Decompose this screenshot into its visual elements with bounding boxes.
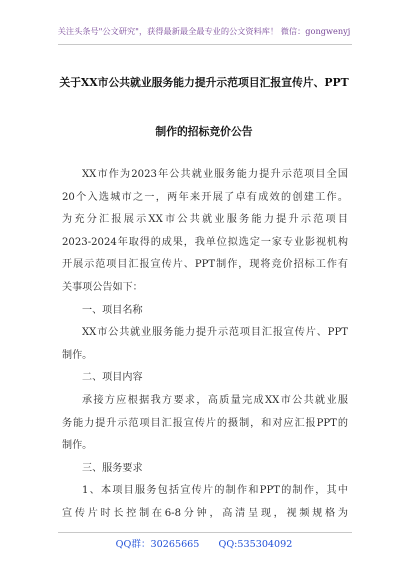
document-title-line-2: 制作的招标竞价公告 <box>155 125 253 138</box>
body-line: 宣传片时长控制在6-8分钟，高清呈现，视频规格为 <box>62 507 348 519</box>
section-heading: 二、项目内容 <box>82 372 143 384</box>
document-title-line-1: 关于XX市公共就业服务能力提升示范项目汇报宣传片、PPT <box>59 76 349 89</box>
body-line: 务能力提升示范项目汇报宣传片的摄制，和对应汇报PPT的 <box>62 417 348 429</box>
qq-contact-link[interactable]: QQ:535304092 <box>218 539 293 550</box>
section-heading: 一、项目名称 <box>82 304 143 316</box>
body-line: 开展示范项目汇报宣传片、PPT制作，现将竞价招标工作有 <box>62 259 348 271</box>
document-body <box>62 164 348 526</box>
body-line: 承接方应根据我方要求，高质量完成XX市公共就业服 <box>82 394 348 406</box>
body-line: 20个入选城市之一，两年来开展了卓有成效的创建工作。 <box>62 191 348 203</box>
body-line: 1、本项目服务包括宣传片的制作和PPT的制作，其中 <box>82 485 348 497</box>
qq-group-link[interactable]: QQ群：30265665 <box>115 539 200 550</box>
body-line: 制作。 <box>62 440 93 452</box>
header-note: 关注头条号"公文研究"，获得最新最全最专业的公文资料库！ 微信：gongwenyj <box>57 26 351 36</box>
header-divider <box>58 44 352 45</box>
body-line: 关事项公告如下： <box>62 281 143 293</box>
body-line: 制作。 <box>62 349 93 361</box>
body-line: 为充分汇报展示XX市公共就业服务能力提升示范项目 <box>62 214 348 226</box>
body-line: XX市公共就业服务能力提升示范项目汇报宣传片、PPT <box>82 327 348 339</box>
body-line: 2023-2024年取得的成果，我单位拟选定一家专业影视机构 <box>62 236 348 248</box>
section-heading: 三、服务要求 <box>82 462 143 474</box>
footer-divider <box>58 532 352 533</box>
body-line: XX市作为2023年公共就业服务能力提升示范项目全国 <box>82 169 348 180</box>
footer <box>0 536 408 550</box>
